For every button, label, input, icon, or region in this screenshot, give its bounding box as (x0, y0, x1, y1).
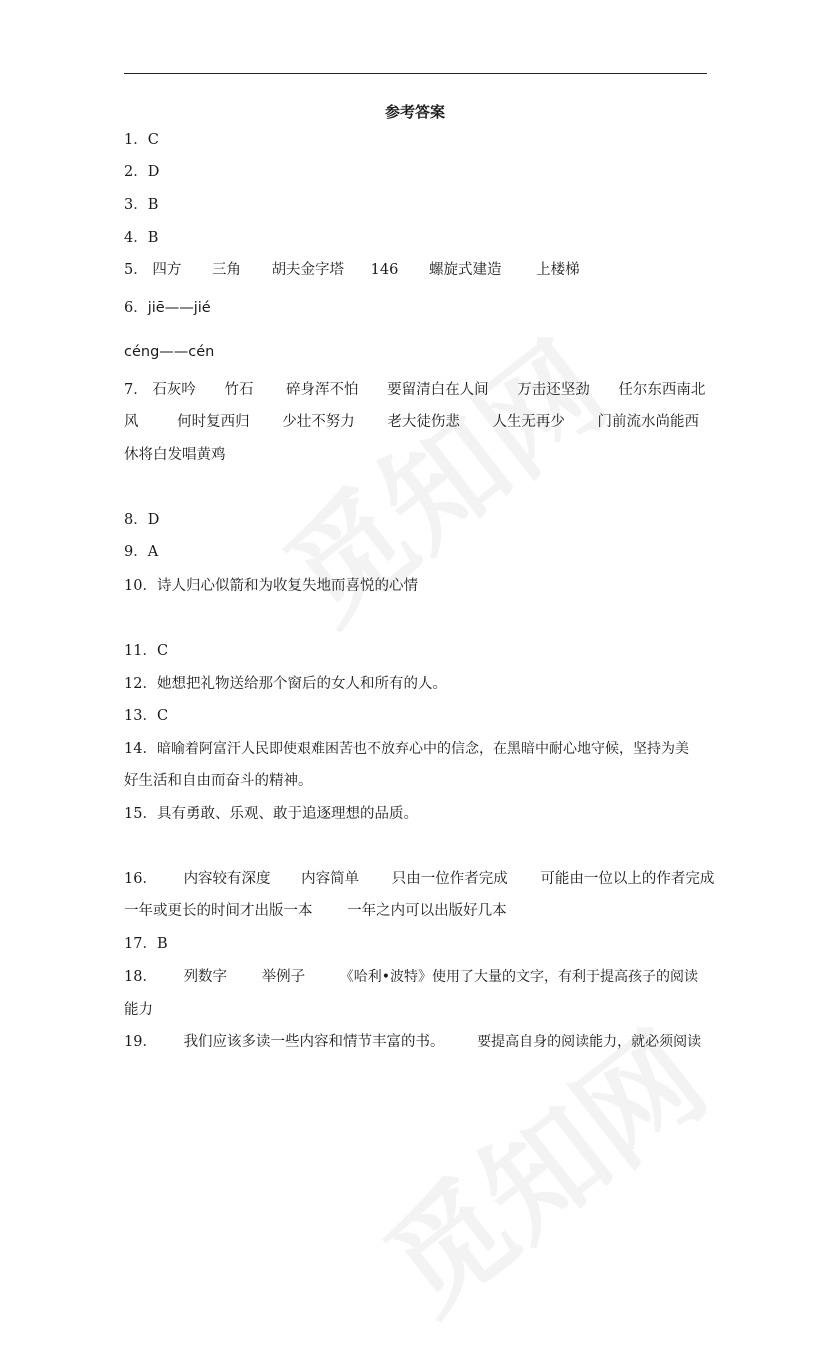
pinyin-pair: jiē——jié (147, 300, 211, 316)
answer-item: 任尔东西南北 (618, 382, 706, 398)
answer-11 (124, 641, 168, 661)
answer-number: 12． (124, 676, 157, 692)
answer-item: 一年之内可以出版好几本 (347, 903, 507, 919)
answer-16 (124, 869, 714, 889)
answer-item: 上楼梯 (536, 262, 580, 278)
answer-number: 3． (124, 197, 148, 213)
answer-item: 少壮不努力 (282, 414, 355, 430)
answer-item: 老大徒伤悲 (387, 414, 460, 430)
answer-18 (124, 967, 698, 987)
answer-item: 《哈利•波特》使用了大量的文字，有利于提高孩子的阅读 (339, 969, 699, 985)
answer-item: 碎身浑不怕 (286, 382, 359, 398)
answer-number: 8． (124, 512, 148, 528)
answer-item: 举例子 (261, 969, 306, 985)
answer-number: 2． (124, 164, 148, 180)
answer-item: 146 (370, 262, 399, 278)
answer-10 (124, 576, 418, 596)
answer-text: 能力 (124, 1002, 153, 1018)
answer-number: 11． (124, 643, 157, 659)
answer-item: 石灰吟 (152, 382, 196, 398)
answer-text: B (147, 197, 159, 213)
answer-text: 好生活和自由而奋斗的精神。 (124, 773, 313, 789)
answer-number: 19． (124, 1034, 157, 1050)
answer-item: 要留清白在人间 (387, 382, 489, 398)
answer-item: 万击还坚劲 (517, 382, 590, 398)
answer-8 (124, 510, 159, 530)
answer-number: 10． (124, 578, 157, 594)
answer-number: 15． (124, 806, 157, 822)
answer-17 (124, 934, 168, 954)
answer-14 (124, 739, 689, 759)
answer-item: 门前流水尚能西 (597, 414, 700, 430)
answer-item: 三角 (211, 262, 241, 278)
answer-15 (124, 804, 418, 824)
answer-number: 13． (124, 708, 157, 724)
watermark (245, 297, 635, 654)
answer-text: C (147, 132, 159, 148)
answer-text: C (156, 708, 169, 724)
answer-number: 14． (124, 741, 157, 757)
answer-number: 16． (124, 871, 157, 887)
answer-item: 竹石 (224, 382, 254, 398)
answer-item: 风 (124, 414, 139, 430)
answer-text: A (147, 544, 159, 560)
answer-text: C (156, 643, 169, 659)
answer-text: 具有勇敢、乐观、敢于追逐理想的品质。 (156, 806, 418, 822)
answer-item: 胡夫金字塔 (271, 262, 345, 278)
answer-item: 列数字 (183, 969, 228, 985)
answer-number: 4． (124, 230, 148, 246)
answer-item: 要提高自身的阅读能力，就必须阅读 (477, 1034, 702, 1050)
answer-item: 我们应该多读一些内容和情节丰富的书。 (183, 1034, 445, 1050)
pinyin-pair: céng——cén (124, 344, 215, 360)
answer-7 (124, 380, 705, 400)
answer-item: 螺旋式建造 (428, 262, 502, 278)
answer-7-continued (124, 412, 699, 432)
answer-text: B (147, 230, 159, 246)
answer-item: 内容较有深度 (183, 871, 271, 887)
answer-2 (124, 162, 159, 182)
answer-5 (124, 260, 580, 280)
answer-9 (124, 542, 158, 562)
answer-text: B (156, 936, 168, 952)
answer-item: 只由一位作者完成 (391, 871, 508, 887)
answer-text: D (147, 512, 160, 528)
answer-item: 休将白发唱黄鸡 (124, 447, 226, 463)
answer-number: 7． (124, 382, 148, 398)
answer-12 (124, 674, 447, 694)
answer-item: 一年或更长的时间才出版一本 (124, 903, 313, 919)
answer-number: 17． (124, 936, 157, 952)
answer-item: 何时复西归 (177, 414, 250, 430)
answer-13 (124, 706, 168, 726)
answer-3 (124, 195, 158, 215)
answer-19 (124, 1032, 701, 1052)
answer-4 (124, 228, 158, 248)
answer-1 (124, 130, 159, 150)
page-title: 参考答案 (384, 103, 445, 121)
answer-16-continued (124, 901, 507, 921)
answer-item: 内容简单 (301, 871, 360, 887)
answer-number: 1． (124, 132, 148, 148)
answer-number: 6． (124, 300, 148, 316)
answer-item: 四方 (152, 262, 182, 278)
answer-text: 暗喻着阿富汗人民即使艰难困苦也不放弃心中的信念，在黑暗中耐心地守候，坚持为美 (156, 741, 689, 757)
answer-text: 诗人归心似箭和为收复失地而喜悦的心情 (156, 578, 418, 594)
answer-number: 9． (124, 544, 148, 560)
answer-item: 可能由一位以上的作者完成 (540, 871, 715, 887)
header-rule (124, 73, 707, 74)
answer-text: 她想把礼物送给那个窗后的女人和所有的人。 (156, 676, 447, 692)
answer-number: 18． (124, 969, 157, 985)
answer-item: 人生无再少 (492, 414, 565, 430)
answer-6 (124, 298, 211, 318)
answer-text: D (147, 164, 160, 180)
answer-number: 5． (124, 262, 148, 278)
